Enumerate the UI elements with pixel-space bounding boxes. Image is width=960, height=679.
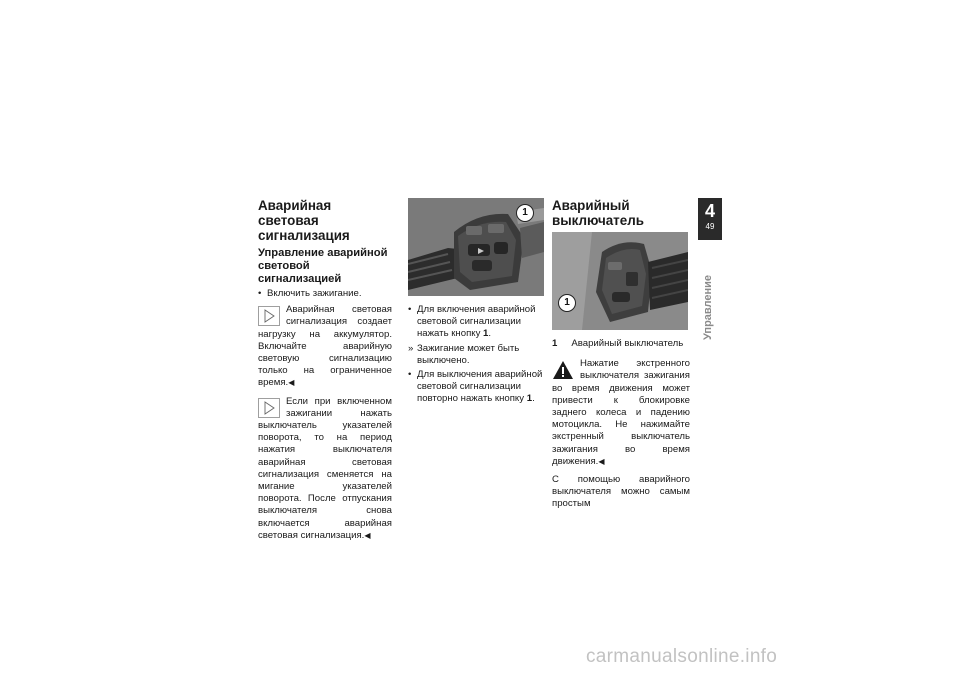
handlebar-switch-photo (408, 198, 544, 296)
note-block (258, 304, 392, 389)
instruction-text: Для выключения аварийной световой сигнализации повторно нажать кнопку (417, 369, 543, 405)
instruction-item: • Для включения аварийной световой сигнализации нажать кнопку 1. (408, 304, 536, 340)
end-marker: ◀ (598, 456, 605, 466)
result-item (408, 343, 546, 367)
bullet-marker: • (408, 369, 412, 381)
caption-number: 1 (552, 338, 558, 349)
instruction-text: Для включения аварийной световой сигнализации нажать кнопку (417, 304, 536, 340)
figure-caption (552, 338, 690, 350)
note-text: Аварийная световая сигнализация создает нагрузку на аккумулятор. Включайте аварийную световую сигнализацию только на ограниченное время. (258, 304, 392, 389)
chapter-side-title: Управление (702, 274, 714, 340)
button-reference: 1 (483, 328, 489, 340)
column-middle (408, 198, 546, 408)
note-block (258, 396, 392, 542)
paragraph: С помощью аварийного выключателя можно самым простым (552, 474, 690, 510)
chapter-number: 4 (704, 201, 715, 221)
note-icon (258, 398, 280, 418)
warning-triangle-icon (552, 360, 574, 380)
warning-text: Нажатие экстренного выключателя зажигания во время движения может привести к блокировке заднего колеса и падению мотоцикла. Не нажимайте экстренный выключатель зажигания во время движения. (552, 358, 690, 467)
caption-text: Аварийный выключатель (571, 338, 684, 349)
watermark: carmanualsonline.info (586, 646, 778, 667)
warning-block (552, 358, 690, 468)
kill-switch-photo (552, 232, 688, 330)
page-number: 49 (705, 222, 715, 231)
result-text: Зажигание может быть выключено. (417, 342, 520, 366)
kill-switch-illustration (552, 232, 688, 330)
end-marker: ◀ (288, 378, 295, 388)
note-icon (258, 306, 280, 326)
callout-number: 1 (558, 294, 576, 312)
button-reference: 1 (526, 393, 533, 405)
chapter-tab (698, 198, 722, 240)
subsection-title-hazard-control: Управление аварийной световой сигнализацией (258, 247, 388, 285)
section-title-kill-switch: Аварийный выключатель (552, 198, 644, 228)
end-marker: ◀ (364, 530, 371, 540)
section-title-hazard: Аварийная световая сигнализация (258, 198, 350, 243)
bullet-marker: • (408, 304, 412, 315)
callout-number: 1 (516, 204, 534, 222)
result-marker: » (408, 342, 414, 354)
instruction-item (258, 288, 392, 300)
instruction-text: Включить зажигание. (267, 288, 362, 299)
note-text: Если при включенном зажигании нажать выключатель указателей поворота, то на период нажатия выключателя аварийная световая сигнализация сменяется на мигание указателей поворота. После отпускания выключателя снова включается аварийная световая сигнализация. (258, 395, 392, 541)
instruction-item: • Для выключения аварийной световой сигнализации повторно нажать кнопку 1. (408, 369, 543, 405)
bullet-marker: • (258, 288, 262, 299)
column-right (552, 198, 690, 517)
column-left (258, 198, 392, 548)
